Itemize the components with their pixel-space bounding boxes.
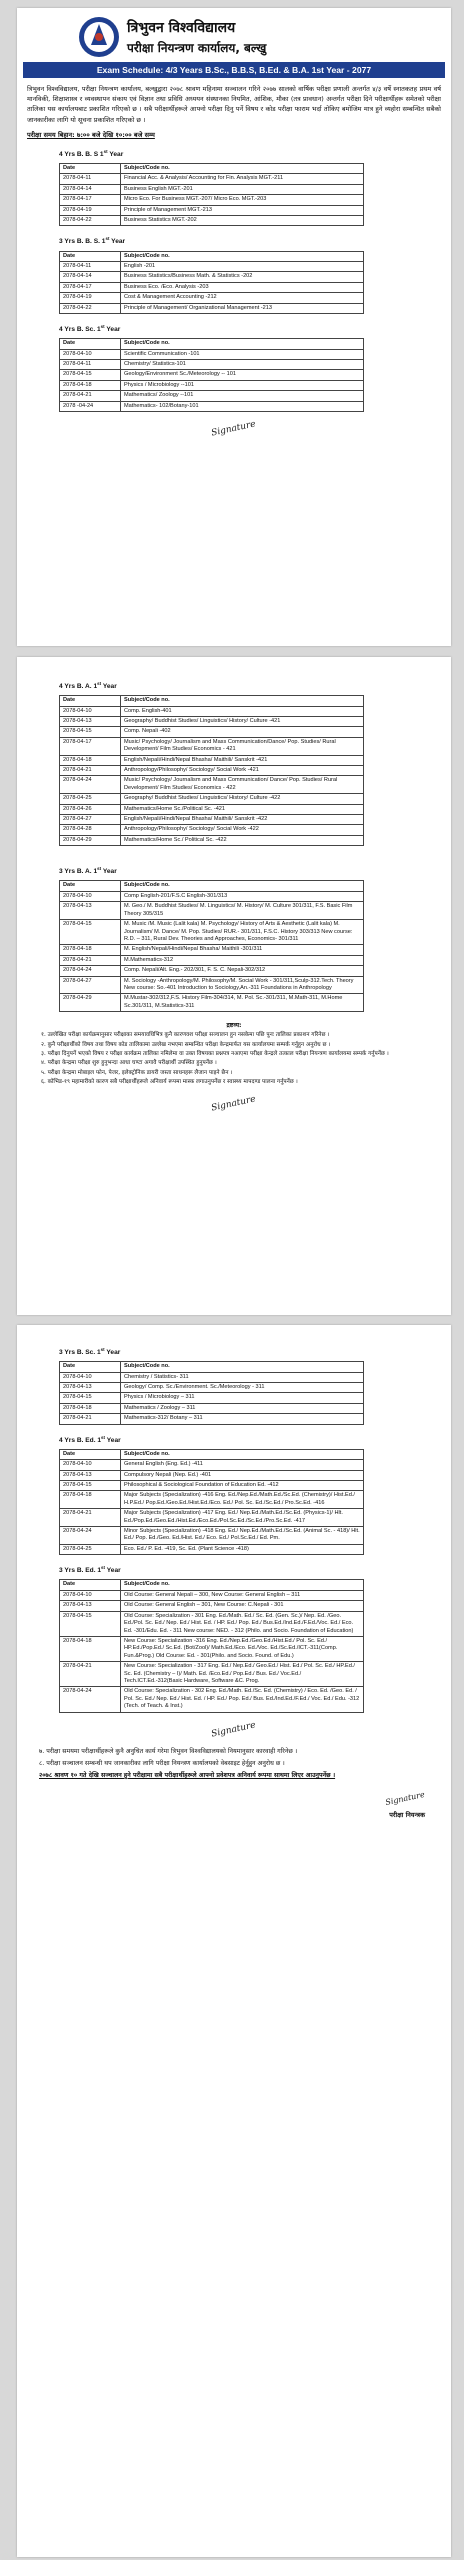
column-header-subject: Subject/Code no. — [121, 1449, 364, 1459]
section-title-suffix: Year — [104, 326, 121, 334]
cell-date: 2078-04-27 — [60, 815, 121, 825]
section-bbs-3yr — [59, 236, 451, 314]
table-row — [60, 920, 364, 945]
cell-date: 2078-04-13 — [60, 1601, 121, 1611]
section-title-text: 4 Yrs B. B. S 1 — [59, 151, 104, 158]
column-header-date: Date — [60, 1362, 121, 1372]
cell-date: 2078-04-21 — [60, 391, 121, 401]
table-row — [60, 717, 364, 727]
cell-subject: M. Sociology -Anthropology/M. Philosophy/M. Social Work - 301/311,Sculp-312.Tech. Theory New course: So.-401 Introduction to Sociology,An.-311 Foundations in Anthropology — [121, 976, 364, 994]
cell-subject: Chemistry/ Statistics-101 — [121, 360, 364, 370]
cell-date: 2078-04-10 — [60, 891, 121, 901]
table-row — [60, 966, 364, 976]
cell-subject: Financial Acc. & Analysis/ Accounting for Fin. Analysis MGT.-211 — [121, 174, 364, 184]
cell-date: 2078-04-14 — [60, 272, 121, 282]
cell-date: 2078-04-18 — [60, 945, 121, 955]
table-header-row — [60, 1580, 364, 1590]
cell-date: 2078-04-15 — [60, 920, 121, 945]
note-item: २. कुनै परीक्षार्थीको विषय तथा विषय कोड तालिकामा उल्लेख नभएमा सम्बन्धित परीक्षा केन्द्रमार्फत यस कार्यालयमा सम्पर्क गर्नुहुन अनुरोध छ । — [41, 1041, 331, 1048]
table-row — [60, 945, 364, 955]
section-title-suffix: Year — [107, 151, 124, 158]
column-header-date: Date — [60, 251, 121, 261]
signature: Signature — [210, 1094, 258, 1114]
table-row — [60, 755, 364, 765]
cell-date: 2078-04-24 — [60, 776, 121, 794]
cell-subject: Anthropology/Philosophy/ Sociology/ Social Work -422 — [121, 825, 364, 835]
table-header-row — [60, 164, 364, 174]
schedule-table — [59, 1361, 364, 1424]
cell-subject: M. English/Nepali/Hindi/Nepal Bhasha/ Maithili -301/311 — [121, 945, 364, 955]
cell-date: 2078-04-27 — [60, 976, 121, 994]
cell-subject: M.Mustar-302/312,F.S. History Film-304/314, M. Pol. Sc.-301/311, M.Math-311, M.Home Sc.301/311, M.Statistics-311 — [121, 994, 364, 1012]
section-title-text: 4 Yrs B. Ed. 1 — [59, 1436, 102, 1444]
schedule-table — [59, 1449, 364, 1555]
cell-subject: Chemistry / Statistics- 311 — [121, 1372, 364, 1382]
cell-date: 2078-04-21 — [60, 1662, 121, 1687]
table-row — [60, 1372, 364, 1382]
exam-timing: परीक्षा समय बिहान: ७:०० बजे देखि १०:०० बजे सम्म — [27, 130, 155, 139]
cell-date: 2078-04-17 — [60, 737, 121, 755]
cell-subject: Comp. Nepali -402 — [121, 727, 364, 737]
cell-subject: Business Statistics MGT.-202 — [121, 216, 364, 226]
cell-date: 2078-04-15 — [60, 1393, 121, 1403]
table-row — [60, 955, 364, 965]
cell-subject: General English (Eng. Ed.) -411 — [121, 1460, 364, 1470]
cell-date: 2078-04-18 — [60, 1636, 121, 1661]
table-row — [60, 1611, 364, 1636]
cell-subject: Geology/ Comp. Sc./Environment. Sc./Meteorology - 311 — [121, 1383, 364, 1393]
cell-subject: M. Geo./ M. Buddhist Studies/ M. Linguistics/ M. History/ M. Culture 301/311, F.S. Basic Film Theory 305/315 — [121, 902, 364, 920]
note-highlight: २०७८ श्रावण १० गते देखि सञ्चालन हुने परीक्षामा सबै परीक्षार्थीहरूले आफ्नो प्रवेशपत्र अनिवार्य रूपमा साथमा लिएर आउनुपर्नेछ । — [39, 1772, 336, 1780]
signoff-title: परीक्षा नियन्त्रक — [389, 1810, 425, 1819]
signature: Signature — [384, 1789, 426, 1807]
cell-date: 2078-04-15 — [60, 1481, 121, 1491]
column-header-subject: Subject/Code no. — [121, 1580, 364, 1590]
schedule-table — [59, 251, 364, 314]
table-row — [60, 380, 364, 390]
table-row — [60, 976, 364, 994]
cell-date: 2078-04-18 — [60, 755, 121, 765]
section-title — [59, 866, 451, 875]
table-row — [60, 360, 364, 370]
table-row — [60, 1491, 364, 1509]
section-bed-3yr — [59, 1565, 451, 1712]
cell-date: 2078-04-19 — [60, 205, 121, 215]
cell-subject: English -201 — [121, 262, 364, 272]
cell-subject: Geography/ Buddhist Studies/ Linguistics/ History/ Culture -421 — [121, 717, 364, 727]
cell-date: 2078-04-24 — [60, 1527, 121, 1545]
section-title — [59, 149, 451, 158]
section-title — [59, 324, 451, 333]
column-header-subject: Subject/Code no. — [121, 881, 364, 891]
table-row — [60, 1636, 364, 1661]
section-title-sup: st — [101, 1565, 106, 1571]
cell-subject: Major Subjects (Specialization) -417 Eng. Ed./ Nep.Ed./Math.Ed./Sc.Ed. (Physics-1)/ Hlt. Ed./Pop.Ed./Geo.Ed./Hist.Ed./Eco.Ed./Pol.Sc.Ed./Sc.Ed./Pro.Sc.Ed. -417 — [121, 1509, 364, 1527]
table-row — [60, 1601, 364, 1611]
cell-date: 2078-04-13 — [60, 1383, 121, 1393]
table-row — [60, 391, 364, 401]
section-bed-4yr — [59, 1435, 451, 1556]
notes-title: द्रष्टव्य: — [226, 1022, 242, 1030]
cell-date: 2078-04-10 — [60, 706, 121, 716]
table-row — [60, 195, 364, 205]
table-row — [60, 1544, 364, 1554]
section-title-suffix: Year — [105, 1567, 121, 1575]
column-header-subject: Subject/Code no. — [121, 696, 364, 706]
table-row — [60, 804, 364, 814]
cell-date: 2078-04-17 — [60, 195, 121, 205]
cell-date: 2078-04-25 — [60, 794, 121, 804]
table-row — [60, 1383, 364, 1393]
note-item: ५. परीक्षा केन्द्रमा मोबाइल फोन, पेजर, इलेक्ट्रोनिक डायरी जस्ता साधनहरू लैजान पाइने छैन । — [41, 1069, 233, 1076]
cell-date: 2078-04-24 — [60, 1687, 121, 1712]
table-row — [60, 272, 364, 282]
column-header-date: Date — [60, 339, 121, 349]
table-row — [60, 282, 364, 292]
section-title — [59, 1347, 451, 1356]
table-row — [60, 262, 364, 272]
section-title — [59, 681, 451, 690]
cell-date: 2078-04-13 — [60, 902, 121, 920]
column-header-date: Date — [60, 164, 121, 174]
table-row — [60, 766, 364, 776]
office-name: परीक्षा नियन्त्रण कार्यालय, बल्खु — [127, 41, 267, 55]
table-row — [60, 216, 364, 226]
cell-date: 2078-04-10 — [60, 349, 121, 359]
cell-date: 2078-04-21 — [60, 1509, 121, 1527]
table-row — [60, 891, 364, 901]
cell-subject: English/Nepali/Hindi/Nepal Bhasha/ Maithili/ Sanskrit -422 — [121, 815, 364, 825]
cell-date: 2078-04-14 — [60, 184, 121, 194]
table-row — [60, 293, 364, 303]
cell-subject: English/Nepali/Hindi/Nepal Bhasha/ Maithili/ Sanskrit -421 — [121, 755, 364, 765]
column-header-subject: Subject/Code no. — [121, 164, 364, 174]
cell-date: 2078-04-10 — [60, 1590, 121, 1600]
cell-date: 2078 -04-24 — [60, 401, 121, 411]
table-row — [60, 825, 364, 835]
column-header-subject: Subject/Code no. — [121, 251, 364, 261]
cell-date: 2078-04-25 — [60, 1544, 121, 1554]
cell-date: 2078-04-17 — [60, 282, 121, 292]
table-row — [60, 1403, 364, 1413]
section-title-text: 3 Yrs B. Ed. 1 — [59, 1567, 102, 1575]
cell-date: 2078-04-22 — [60, 216, 121, 226]
schedule-table — [59, 338, 364, 412]
column-header-date: Date — [60, 1580, 121, 1590]
note-item: ७. परीक्षा समयमा परीक्षार्थीहरूले कुनै अनुचित कार्य गरेमा त्रिभुवन विश्वविद्यालयको नियमानुसार कारवाही गरिनेछ । — [39, 1747, 298, 1755]
cell-subject: M. Music /M. Music (Lalit kala) M. Psychology/ History of Arts & Aesthetic (Lalit kala) M. Journalism/ M. Dance/ M. Pop. Studies/ RUR.- 301/311, F.S.C. History 303/313 New course: R.D. – 311, Rural Dev. Theories and Approaches, Economics- 301/311 — [121, 920, 364, 945]
cell-subject: Philosophical & Sociological Foundation of Education Ed. -412 — [121, 1481, 364, 1491]
cell-date: 2078-04-10 — [60, 1372, 121, 1382]
table-row — [60, 205, 364, 215]
cell-subject: Comp English-201/F.S.C English-301/313 — [121, 891, 364, 901]
table-row — [60, 1527, 364, 1545]
column-header-date: Date — [60, 881, 121, 891]
cell-date: 2078-04-28 — [60, 825, 121, 835]
schedule-table — [59, 695, 364, 846]
cell-subject: Business English MGT.-201 — [121, 184, 364, 194]
section-title-sup: st — [100, 324, 105, 330]
note-item: ६. कोभिड-१९ महामारीको कारण सबै परीक्षार्थीहरूले अनिवार्य रूपमा मास्क लगाउनुपर्नेछ र स्वास्थ्य मापदण्ड पालना गर्नुपर्नेछ । — [41, 1079, 298, 1086]
cell-subject: New Course: Specialization -316 Eng. Ed./Nep.Ed./Geo.Ed./Hist.Ed./ Pol. Sc. Ed./ HP.Ed./Pop.Ed./ Sc.Ed. (Bot/Zool)/ Math.Ed./Eco. Ed./Voc. Ed./Sc.Ed./ICT.-311(Comp. Fun.&Prog.) Old Course: Ed. - 301(Philo. and Socio. Found. of Edu.) — [121, 1636, 364, 1661]
table-header-row — [60, 881, 364, 891]
page-1 — [17, 8, 451, 646]
cell-subject: M.Mathematics-312 — [121, 955, 364, 965]
section-title-suffix: Year — [101, 868, 117, 876]
cell-subject: Principle of Management/ Organizational Management -213 — [121, 303, 364, 313]
cell-date: 2078-04-15 — [60, 1611, 121, 1636]
table-row — [60, 737, 364, 755]
cell-subject: Mathematics/Home Sc./ Political Sc. -422 — [121, 835, 364, 845]
section-title — [59, 1565, 451, 1574]
signoff — [17, 1788, 425, 1819]
section-bbs-4yr — [59, 149, 451, 227]
header — [17, 8, 451, 59]
section-title-text: 3 Yrs B. Sc. 1 — [59, 1349, 101, 1357]
section-title-sup: st — [97, 866, 102, 872]
section-title-suffix: Year — [104, 1349, 121, 1357]
table-row — [60, 1460, 364, 1470]
table-row — [60, 349, 364, 359]
cell-subject: Business Eco. /Eco. Analysis -203 — [121, 282, 364, 292]
column-header-date: Date — [60, 696, 121, 706]
cell-subject: Mathematics- 102/Botany-101 — [121, 401, 364, 411]
notes-continued — [39, 1747, 439, 1782]
cell-subject: Scientific Communication -101 — [121, 349, 364, 359]
cell-date: 2078-04-18 — [60, 1403, 121, 1413]
table-row — [60, 174, 364, 184]
cell-subject: Business Statistics/Business Math. & Statistics -202 — [121, 272, 364, 282]
cell-subject: Minor Subjects (Specialization) -418 Eng. Ed./ Nep.Ed./Math.Ed./Sc.Ed. (Animal Sc. - 418)/ Hlt. Ed./ Pop. Ed./Geo. Ed./Hist. Ed./ Eco. Ed./ Pol.Sc.Ed./ Ed. Pm. — [121, 1527, 364, 1545]
cell-subject: Geography/ Buddhist Studies/ Linguistics/ History/ Culture -422 — [121, 794, 364, 804]
cell-date: 2078-04-18 — [60, 1491, 121, 1509]
section-title-text: 4 Yrs B. A. 1 — [59, 683, 98, 691]
section-title-text: 3 Yrs B. B. S. 1 — [59, 238, 106, 246]
cell-date: 2078-04-24 — [60, 966, 121, 976]
cell-subject: Geology/Environment Sc./Meteorology -- 101 — [121, 370, 364, 380]
cell-subject: Old Course: Specialization - 302 Eng. Ed./Math. Ed./Sc. Ed. (Chemistry) / Eco. Ed. /Geo. Ed. / Pol. Sc. Ed./ Nep. Ed./ Hist. Ed. / HP. Ed./ Pop. Ed./ Bus. Ed./Ind.Ed./F.Ed./ Voc. Ed./ Edu. -312 (Tech. of Teach. & Inst.) — [121, 1687, 364, 1712]
table-row — [60, 835, 364, 845]
table-row — [60, 776, 364, 794]
table-row — [60, 1687, 364, 1712]
cell-subject: Comp. English-401 — [121, 706, 364, 716]
cell-date: 2078-04-11 — [60, 174, 121, 184]
cell-subject: Music/ Psychology/ Journalism and Mass Communication/ Dance/ Pop. Studies/ Rural Development/ Film Studies/ Economics - 422 — [121, 776, 364, 794]
section-title-sup: st — [97, 681, 102, 686]
table-row — [60, 794, 364, 804]
table-row — [60, 303, 364, 313]
table-row — [60, 1662, 364, 1687]
table-row — [60, 1414, 364, 1424]
schedule-table — [59, 163, 364, 226]
cell-subject: Mathematics / Zoology – 311 — [121, 1403, 364, 1413]
cell-subject: Principle of Management MGT.-213 — [121, 205, 364, 215]
table-row — [60, 902, 364, 920]
section-title-sup: st — [105, 236, 110, 242]
table-row — [60, 994, 364, 1012]
cell-subject: Anthropology/Philosophy/ Sociology/ Social Work -421 — [121, 766, 364, 776]
cell-subject: Mathematics/ Zoology --101 — [121, 391, 364, 401]
cell-date: 2078-04-10 — [60, 1460, 121, 1470]
cell-subject: Old Course: General Nepali – 300, New Course: General English – 311 — [121, 1590, 364, 1600]
cell-date: 2078-04-26 — [60, 804, 121, 814]
table-row — [60, 184, 364, 194]
cell-date: 2078-04-15 — [60, 370, 121, 380]
cell-subject: Music/ Psychology/ Journalism and Mass Communication/Dance/ Pop. Studies/ Rural Development/ Film Studies/ Economics - 421 — [121, 737, 364, 755]
section-title-sup: st — [100, 1347, 105, 1352]
section-title-suffix: Year — [105, 1436, 121, 1444]
section-bsc-4yr — [59, 324, 451, 412]
cell-date: 2078-04-11 — [60, 360, 121, 370]
section-title-text: 3 Yrs B. A. 1 — [59, 868, 98, 876]
section-title-sup: st — [101, 1434, 106, 1440]
table-header-row — [60, 251, 364, 261]
note-item: ३. परीक्षा दिनुपर्ने भएको विषय र परीक्षा कार्यक्रम तालिका नमिलेमा वा उक्त विषयका प्रश्नपत्र नआएमा परीक्षा केन्द्रले तत्काल परीक्षा नियन्त्रण कार्यालयमा सम्पर्क गर्नुपर्नेछ । — [41, 1050, 389, 1057]
cell-date: 2078-04-29 — [60, 994, 121, 1012]
cell-date: 2078-04-11 — [60, 262, 121, 272]
cell-subject: Old Course: Specialization - 301 Eng. Ed./Math. Ed./ Sc. Ed. (Gen. Sc.)/ Nep. Ed. /Geo. Ed./Pol. Sc. Ed./ Nep. Ed./ Hist. Ed. / HP. Ed./ Pop. Ed./ Bus.Ed./Ind.Ed./F.Ed./Voc. Ed./ Eco. Ed. -301/Edu. Ed. - 311 New course: NED. - 312 (Philo. and Socio. Foundation of Education) — [121, 1611, 364, 1636]
section-bsc-3yr — [59, 1347, 451, 1425]
section-ba-3yr — [59, 866, 451, 1012]
cell-subject: Mathematics-312/ Botany – 311 — [121, 1414, 364, 1424]
cell-subject: Compulsory Nepali (Nep. Ed.) -401 — [121, 1470, 364, 1480]
note-item: ४. परीक्षा केन्द्रमा परीक्षा शुरु हुनुभन्दा आधा घण्टा अगावै परीक्षार्थी उपस्थित हुनुपर्नेछ । — [41, 1060, 217, 1067]
section-title-text: 4 Yrs B. Sc. 1 — [59, 326, 101, 334]
note-item — [39, 1771, 439, 1781]
university-name: त्रिभुवन विश्वविद्यालय — [127, 20, 236, 36]
cell-date: 2078-04-19 — [60, 293, 121, 303]
page-3 — [17, 1325, 451, 2557]
table-row — [60, 1509, 364, 1527]
notice-paragraph: त्रिभुवन विश्वविद्यालय, परीक्षा नियन्त्रण कार्यालय, बल्खुद्वारा २०७८ श्रावण महिनामा सञ्चालन गरिने २०७७ सालको वार्षिक परीक्षा प्रणाली अन्तर्गत ४/३ वर्षे स्नातकतह प्रथम वर्ष मानविकी, शिक्षाशास्त्र र व्यवस्थापन संकाय एवं विज्ञान तथा प्रविधि अध्ययन संस्थानका नियमित, आंशिक, मौका (तत्र प्रावधान) अन्तर्गत परीक्षा दिने परीक्षार्थीहरू समेतको परीक्षा तालिका यस कार्यालयबाट प्रकाशित गरिएको छ । सबै परीक्षार्थीहरूले आफ्नो परीक्षा दिनु पर्ने विषय र कोड परीक्षा फाराम भर्दा तोकिए बमोजिम मात्र हुने व्यहोरा सम्बन्धित सबैको जानकारीका लागि यो सूचना प्रकाशित गरिएको छ । — [27, 85, 441, 124]
signature: Signature — [210, 419, 258, 439]
column-header-subject: Subject/Code no. — [121, 339, 364, 349]
table-row — [60, 370, 364, 380]
table-row — [60, 1393, 364, 1403]
schedule-table — [59, 1579, 364, 1712]
column-header-date: Date — [60, 1449, 121, 1459]
schedule-table — [59, 880, 364, 1012]
table-row — [60, 815, 364, 825]
cell-date: 2078-04-22 — [60, 303, 121, 313]
cell-subject: Cost & Management Accounting -212 — [121, 293, 364, 303]
notes-list — [41, 1031, 437, 1086]
table-row — [60, 1470, 364, 1480]
note-item: १. उल्लेखित परीक्षा कार्यक्रमानुसार परीक्षाका समयावधिभित्र कुनै कारणवश परीक्षा सञ्चालन हुन नसकेमा पछि पुनः तालिका प्रकाशन गरिनेछ । — [41, 1032, 330, 1039]
cell-subject: New Course: Specialization - 317 Eng. Ed./ Nep.Ed./ Geo.Ed./ Hist. Ed./ Pol. Sc. Ed./ HP.Ed./ Sc. Ed. (Chemistry – I)/ Math. Ed. /Eco.Ed./ Pop.Ed./ Bus. Ed./ Voc.Ed./ Tech.ICT.Ed.-312(Basic Hardware, Software &C. Prog. — [121, 1662, 364, 1687]
page-2 — [17, 657, 451, 1315]
cell-subject: Comp. Nepali/Alt. Eng.- 202/301, F. S. C. Nepali-302/312 — [121, 966, 364, 976]
section-title-suffix: Year — [109, 238, 126, 246]
cell-date: 2078-04-13 — [60, 1470, 121, 1480]
university-logo-icon — [77, 15, 121, 59]
exam-schedule-banner: Exam Schedule: 4/3 Years B.Sc., B.B.S, B.Ed. & B.A. 1st Year - 2077 — [23, 62, 445, 78]
cell-subject: Physics / Microbiology – 311 — [121, 1393, 364, 1403]
table-row — [60, 706, 364, 716]
cell-subject: Mathematics/Home Sc./Political Sc. -421 — [121, 804, 364, 814]
table-header-row — [60, 339, 364, 349]
section-title-sup: st — [103, 148, 108, 154]
table-row — [60, 1590, 364, 1600]
section-title — [59, 1435, 451, 1444]
cell-date: 2078-04-13 — [60, 717, 121, 727]
table-row — [60, 1481, 364, 1491]
cell-date: 2078-04-21 — [60, 1414, 121, 1424]
section-title — [59, 236, 451, 245]
table-header-row — [60, 1449, 364, 1459]
cell-date: 2078-04-21 — [60, 955, 121, 965]
cell-subject: Micro Eco. For Business MGT.-207/ Micro Eco. MGT.-203 — [121, 195, 364, 205]
table-row — [60, 401, 364, 411]
cell-date: 2078-04-21 — [60, 766, 121, 776]
cell-date: 2078-04-18 — [60, 380, 121, 390]
table-header-row — [60, 696, 364, 706]
cell-subject: Major Subjects (Specialization) -416 Eng. Ed./Nep.Ed./Math.Ed./Sc.Ed. (Chemistry)/ Hist.Ed./ H.P.Ed./ Pop.Ed./Geo.Ed./Hist.Ed./Eco. Ed./ Pol. Sc. Ed./Sc.Ed./ Pro.Sc.Ed. -416 — [121, 1491, 364, 1509]
table-row — [60, 727, 364, 737]
column-header-subject: Subject/Code no. — [121, 1362, 364, 1372]
cell-date: 2078-04-15 — [60, 727, 121, 737]
section-title-suffix: Year — [101, 683, 117, 691]
cell-subject: Old Course: General English – 301, New Course: C.Nepali - 301 — [121, 1601, 364, 1611]
table-header-row — [60, 1362, 364, 1372]
note-item: ८. परीक्षा सञ्चालन सम्बन्धी थप जानकारीका लागि परीक्षा नियन्त्रण कार्यालयको वेबसाइट हेर्नुहुन अनुरोध छ । — [39, 1759, 285, 1767]
cell-subject: Eco. Ed./ P. Ed. -419, Sc. Ed. (Plant Science -418) — [121, 1544, 364, 1554]
cell-subject: Physics / Microbiology --101 — [121, 380, 364, 390]
signature: Signature — [210, 1719, 258, 1740]
section-ba-4yr — [59, 681, 451, 846]
cell-date: 2078-04-29 — [60, 835, 121, 845]
